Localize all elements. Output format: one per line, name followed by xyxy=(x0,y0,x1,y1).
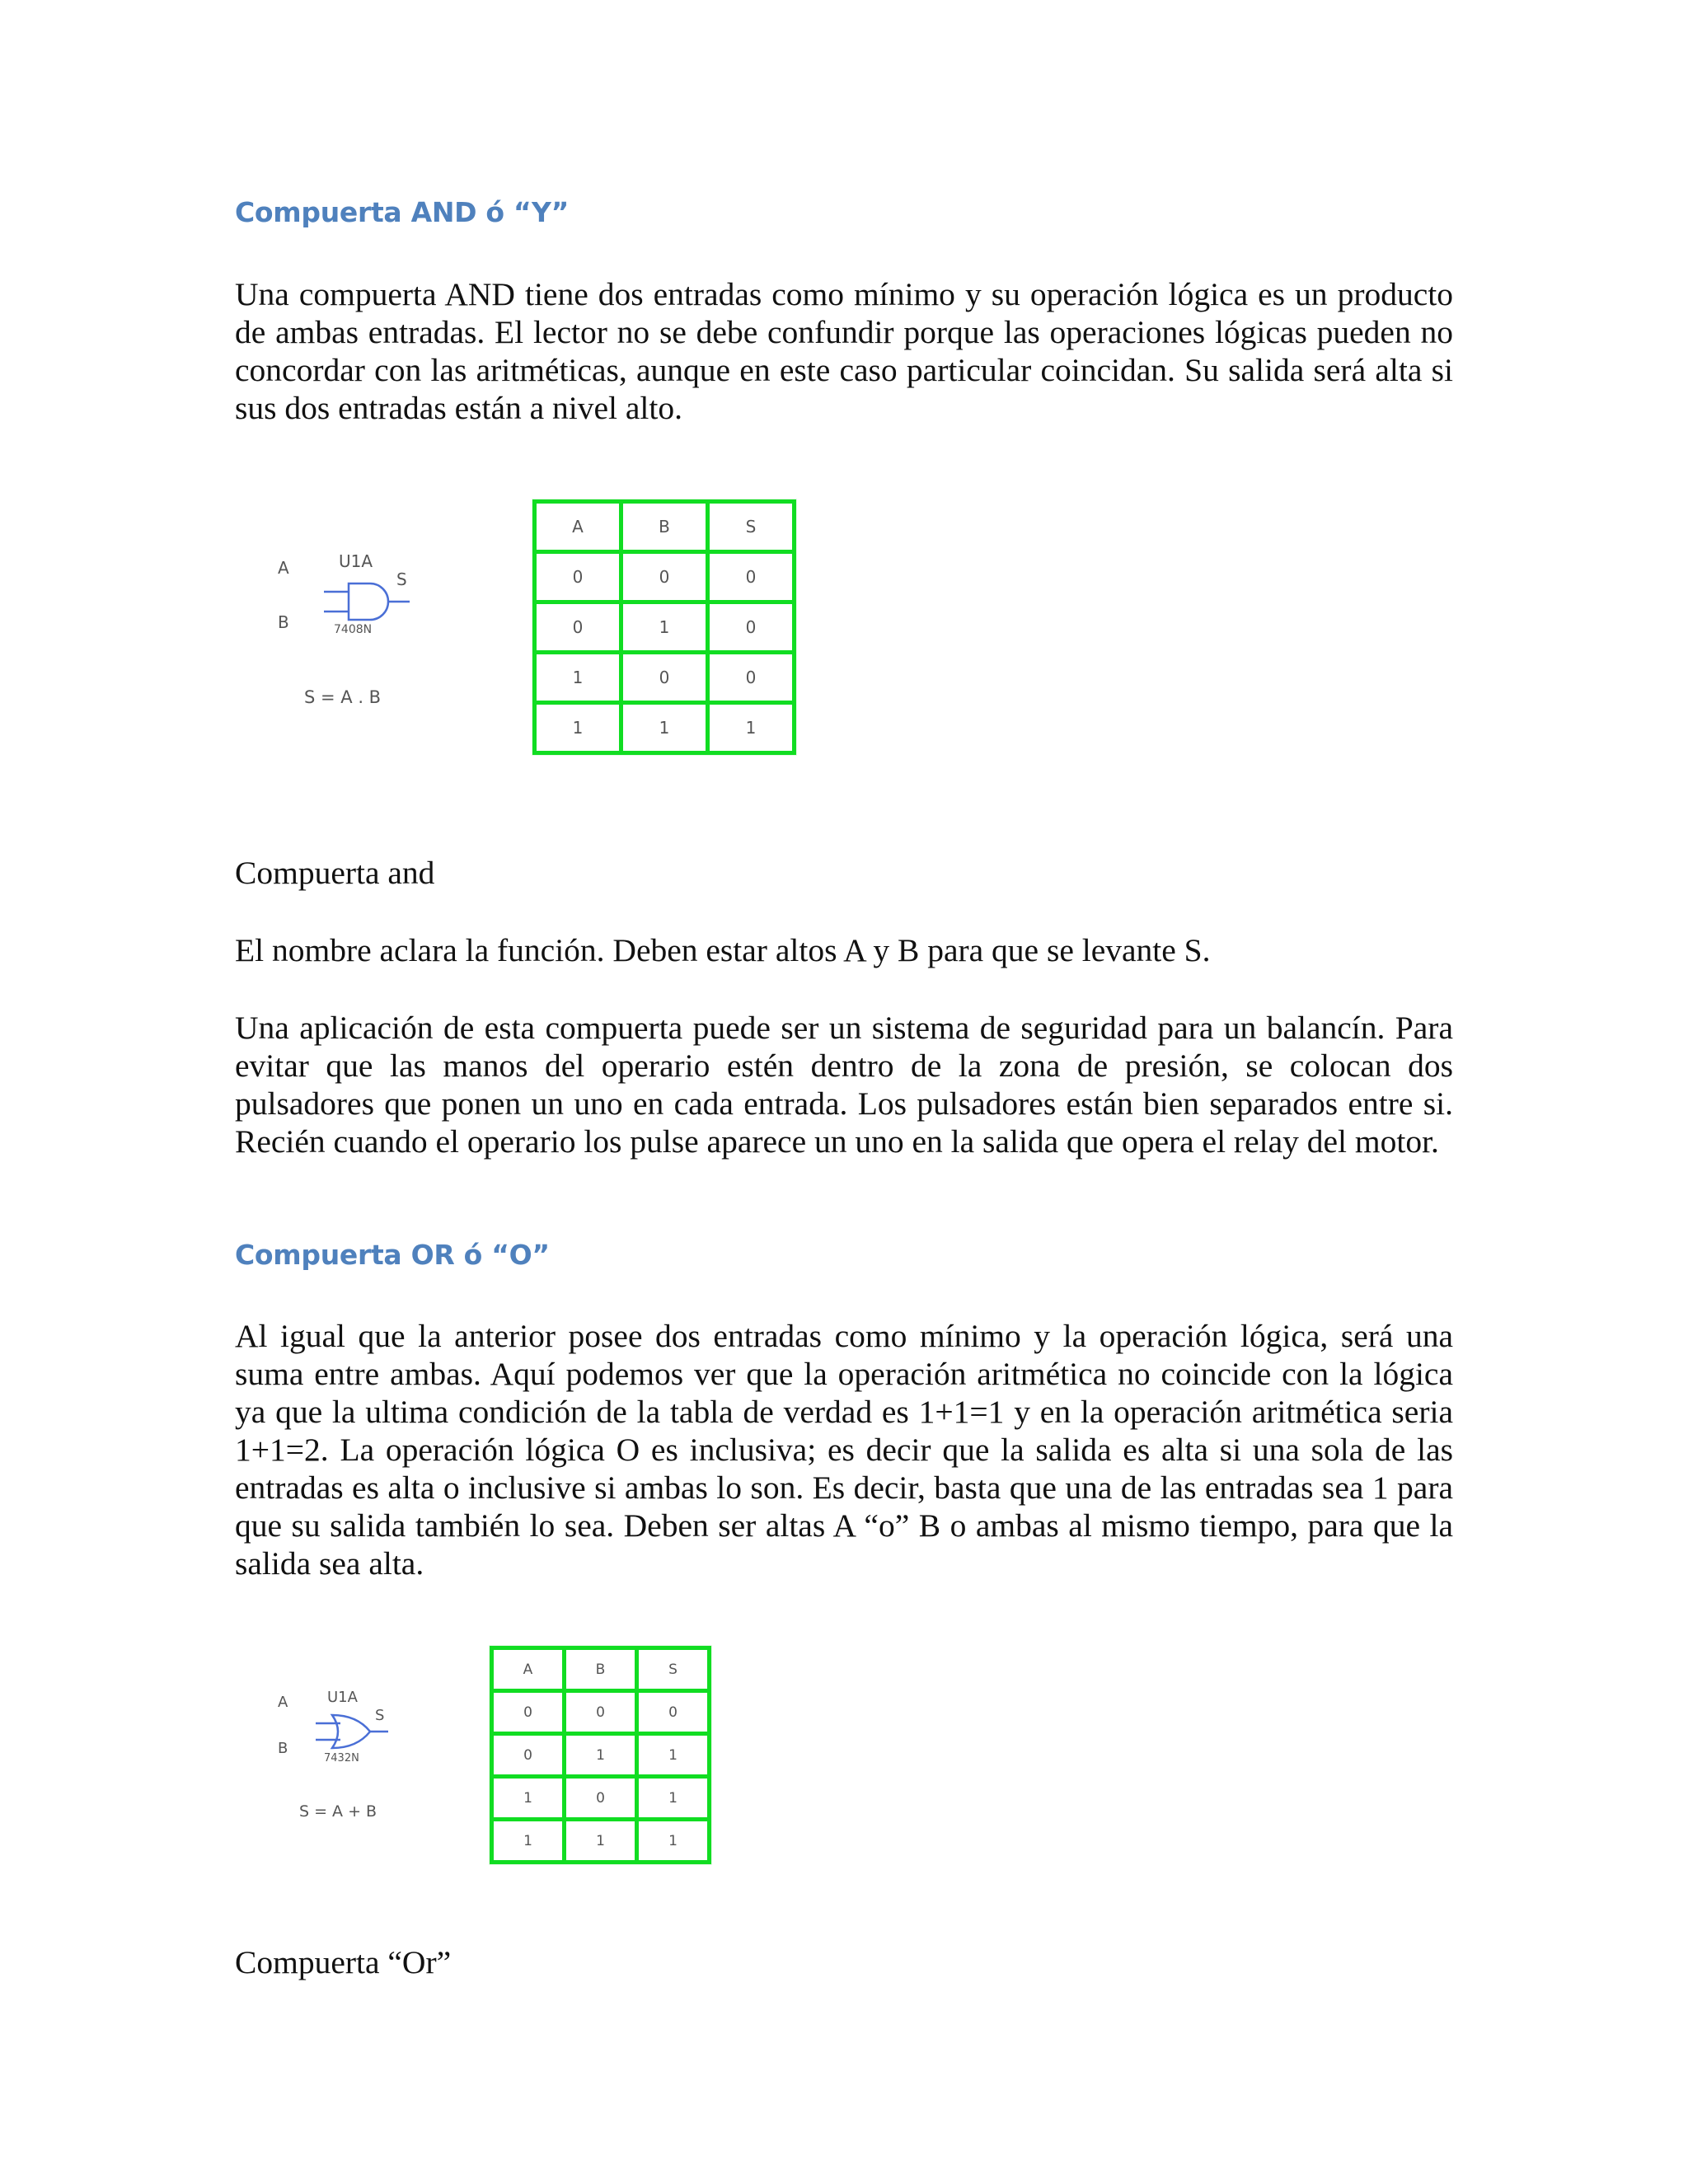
table-row xyxy=(537,554,792,600)
table-cell: 0 xyxy=(710,654,792,701)
or-description-paragraph: Al igual que la anterior posee dos entradas como mínimo y la operación lógica, será una suma entre ambas. Aquí podemos ver que la operación aritmética no coincide con la lógica ya que la ultima condición de la tabla de verdad es 1+1=1 y en la operación aritmética seria 1+1=2. La operación lógica O es inclusiva; es decir que la salida es alta si una sola de las entradas es alta o inclusive si ambas lo son. Es decir, basta que una de las entradas sea 1 para que su salida también lo sea. Deben ser altas A “o” B o ambas al mismo tiempo, para que la salida sea alta. xyxy=(235,1318,1453,1582)
table-cell: 0 xyxy=(494,1693,562,1732)
table-row xyxy=(494,1779,707,1817)
table-cell: 1 xyxy=(623,604,706,650)
and-application-paragraph: Una aplicación de esta compuerta puede ser un sistema de seguridad para un balancín. Para evitar que las manos del operario estén dentro de la zona de presión, se colocan dos pulsadores que ponen un uno en cada entrada. Los pulsadores están bien separados entre si. Recién cuando el operario los pulse aparece un uno en la salida que opera el relay del motor. xyxy=(235,1010,1453,1160)
table-cell: 0 xyxy=(623,554,706,600)
table-row xyxy=(537,705,792,751)
and-gate-symbol xyxy=(349,583,388,620)
table-cell: 0 xyxy=(537,604,619,650)
table-cell: 1 xyxy=(494,1821,562,1860)
table-cell: 0 xyxy=(639,1693,707,1732)
table-cell: 1 xyxy=(710,705,792,751)
table-cell: 0 xyxy=(566,1693,635,1732)
and-formula: S = A . B xyxy=(304,687,382,707)
and-part-label: 7408N xyxy=(334,623,373,636)
or-section-heading: Compuerta OR ó “O” xyxy=(235,1239,550,1271)
header-cell-s: S xyxy=(710,504,792,550)
table-cell: 1 xyxy=(537,705,619,751)
table-cell: 1 xyxy=(639,1821,707,1860)
table-row xyxy=(537,604,792,650)
table-row xyxy=(494,1736,707,1774)
header-cell-a: A xyxy=(537,504,619,550)
header-cell-s: S xyxy=(639,1650,707,1689)
header-cell-b: B xyxy=(566,1650,635,1689)
or-part-label: 7432N xyxy=(324,1752,359,1765)
table-cell: 1 xyxy=(537,654,619,701)
and-caption: Compuerta and xyxy=(235,855,435,891)
and-name-paragraph: El nombre aclara la función. Deben estar altos A y B para que se levante S. xyxy=(235,932,1211,968)
table-cell: 0 xyxy=(623,654,706,701)
or-truth-table xyxy=(490,1646,711,1864)
and-section-heading: Compuerta AND ó “Y” xyxy=(235,196,569,228)
header-cell-a: A xyxy=(494,1650,562,1689)
or-gate-symbol xyxy=(332,1715,370,1748)
table-cell: 1 xyxy=(639,1779,707,1817)
table-cell: 1 xyxy=(566,1736,635,1774)
table-row xyxy=(494,1693,707,1732)
and-input-a-label: A xyxy=(278,558,289,578)
or-formula: S = A + B xyxy=(299,1802,377,1821)
or-input-a-label: A xyxy=(278,1694,288,1711)
table-header-row xyxy=(494,1650,707,1689)
or-input-b-label: B xyxy=(278,1740,288,1757)
table-row xyxy=(494,1821,707,1860)
or-caption: Compuerta “Or” xyxy=(235,1944,452,1980)
table-cell: 1 xyxy=(494,1779,562,1817)
table-header-row xyxy=(537,504,792,550)
table-cell: 0 xyxy=(710,604,792,650)
header-cell-b: B xyxy=(623,504,706,550)
table-cell: 0 xyxy=(537,554,619,600)
and-output-label: S xyxy=(396,569,407,589)
and-truth-table xyxy=(532,499,796,755)
and-ref-label: U1A xyxy=(339,551,373,571)
table-cell: 0 xyxy=(566,1779,635,1817)
or-gate-schematic xyxy=(268,1677,433,1846)
and-description-paragraph: Una compuerta AND tiene dos entradas como mínimo y su operación lógica es un producto de ambas entradas. El lector no se debe confundir porque las operaciones lógicas pueden no concordar con las aritméticas, aunque en este caso particular coincidan. Su salida será alta si sus dos entradas están a nivel alto. xyxy=(235,276,1453,426)
table-cell: 1 xyxy=(566,1821,635,1860)
table-cell: 1 xyxy=(639,1736,707,1774)
or-ref-label: U1A xyxy=(327,1689,358,1706)
or-output-label: S xyxy=(375,1707,385,1724)
table-cell: 1 xyxy=(623,705,706,751)
and-gate-schematic xyxy=(268,544,449,729)
table-row xyxy=(537,654,792,701)
table-cell: 0 xyxy=(710,554,792,600)
table-cell: 0 xyxy=(494,1736,562,1774)
and-input-b-label: B xyxy=(278,612,289,632)
